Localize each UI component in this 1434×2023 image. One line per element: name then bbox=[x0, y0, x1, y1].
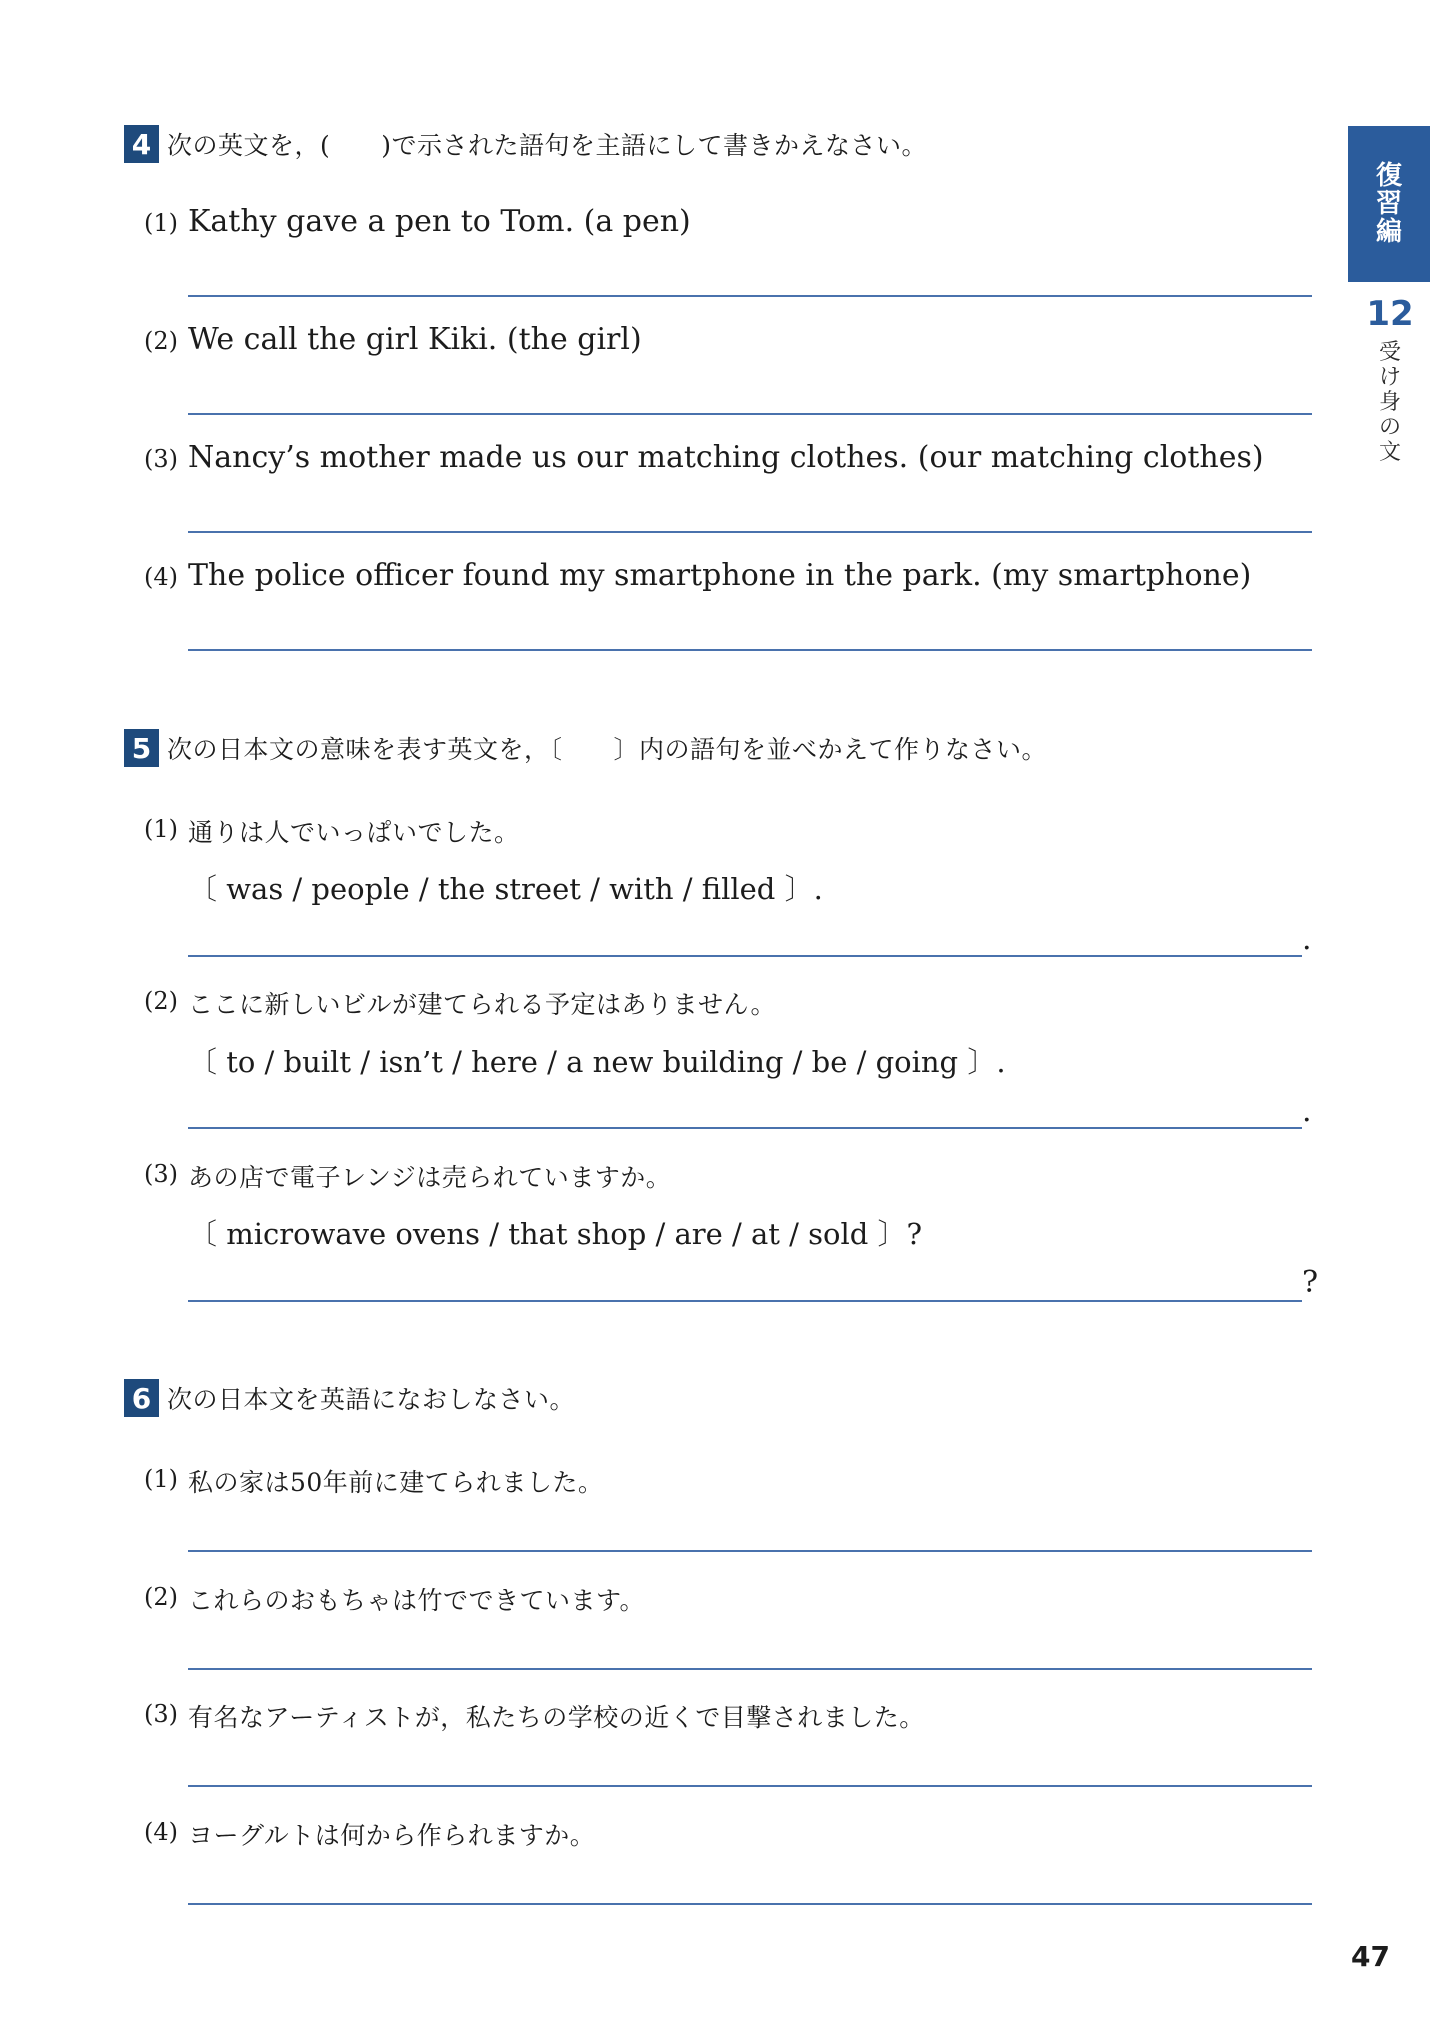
answer-end-mark: ? bbox=[1302, 1265, 1319, 1300]
side-tab-char: 復 bbox=[1375, 161, 1402, 191]
chapter-title-char: の bbox=[1378, 415, 1401, 440]
chapter-title-char: 身 bbox=[1378, 390, 1401, 415]
word-bank: 〔 microwave ovens / that shop / are / at / sold 〕? bbox=[188, 1217, 923, 1251]
japanese-sentence: あの店で電子レンジは売られていますか。 bbox=[188, 1163, 672, 1192]
japanese-sentence: これらのおもちゃは竹でできています。 bbox=[188, 1586, 646, 1615]
answer-line[interactable] bbox=[188, 1300, 1302, 1302]
answer-line[interactable] bbox=[188, 1903, 1312, 1905]
answer-line[interactable] bbox=[188, 531, 1312, 533]
chapter-title-char: け bbox=[1378, 365, 1401, 390]
item-number: (2) bbox=[144, 987, 178, 1015]
chapter-number: 12 bbox=[1366, 294, 1414, 334]
item-number: (2) bbox=[144, 327, 178, 355]
section-4-header bbox=[124, 124, 927, 164]
answer-line[interactable] bbox=[188, 1668, 1312, 1670]
item-number: (1) bbox=[144, 209, 178, 237]
answer-line[interactable] bbox=[188, 1550, 1312, 1552]
answer-line[interactable] bbox=[188, 413, 1312, 415]
answer-line[interactable] bbox=[188, 1785, 1312, 1787]
question-text: Kathy gave a pen to Tom. (a pen) bbox=[188, 204, 691, 239]
answer-line[interactable] bbox=[188, 1127, 1302, 1129]
answer-line[interactable] bbox=[188, 649, 1312, 651]
item-number: (1) bbox=[144, 1465, 178, 1493]
chapter-title-char: 文 bbox=[1378, 440, 1401, 465]
japanese-sentence: 通りは人でいっぱいでした。 bbox=[188, 818, 520, 847]
japanese-sentence: ヨーグルトは何から作られますか。 bbox=[188, 1821, 596, 1850]
answer-end-mark: . bbox=[1302, 1094, 1312, 1129]
side-tab-review bbox=[1348, 126, 1430, 282]
chapter-title-char: 受 bbox=[1378, 340, 1401, 365]
japanese-sentence: ここに新しいビルが建てられる予定はありません。 bbox=[188, 990, 777, 1019]
page-number: 47 bbox=[1351, 1940, 1390, 1973]
item-number: (3) bbox=[144, 1700, 178, 1728]
answer-end-mark: . bbox=[1302, 922, 1312, 957]
word-bank: 〔 was / people / the street / with / filled 〕. bbox=[188, 872, 823, 906]
section-number-badge: 5 bbox=[124, 729, 159, 767]
word-bank: 〔 to / built / isn’t / here / a new building / be / going 〕. bbox=[188, 1045, 1006, 1079]
section-6-header bbox=[124, 1378, 575, 1418]
answer-line[interactable] bbox=[188, 955, 1302, 957]
item-number: (4) bbox=[144, 1818, 178, 1846]
section-number-badge: 6 bbox=[124, 1379, 159, 1417]
section-instruction: 次の日本文の意味を表す英文を，〔 〕内の語句を並べかえて作りなさい。 bbox=[167, 735, 1048, 764]
section-5-header bbox=[124, 728, 1047, 768]
side-tab-char: 編 bbox=[1375, 217, 1402, 247]
side-tab-char: 習 bbox=[1375, 189, 1402, 219]
section-number-badge: 4 bbox=[124, 125, 159, 163]
item-number: (4) bbox=[144, 563, 178, 591]
chapter-title bbox=[1362, 340, 1418, 465]
question-text: Nancy’s mother made us our matching clothes. (our matching clothes) bbox=[188, 440, 1264, 475]
section-instruction: 次の日本文を英語になおしなさい。 bbox=[167, 1385, 576, 1414]
japanese-sentence: 有名なアーティストが，私たちの学校の近くで目撃されました。 bbox=[188, 1703, 925, 1732]
question-text: The police officer found my smartphone in the park. (my smartphone) bbox=[188, 558, 1252, 593]
japanese-sentence: 私の家は50年前に建てられました。 bbox=[188, 1468, 604, 1497]
item-number: (3) bbox=[144, 1160, 178, 1188]
item-number: (2) bbox=[144, 1583, 178, 1611]
section-instruction: 次の英文を，( )で示された語句を主語にして書きかえなさい。 bbox=[167, 131, 928, 160]
item-number: (1) bbox=[144, 815, 178, 843]
answer-line[interactable] bbox=[188, 295, 1312, 297]
item-number: (3) bbox=[144, 445, 178, 473]
question-text: We call the girl Kiki. (the girl) bbox=[188, 322, 642, 357]
